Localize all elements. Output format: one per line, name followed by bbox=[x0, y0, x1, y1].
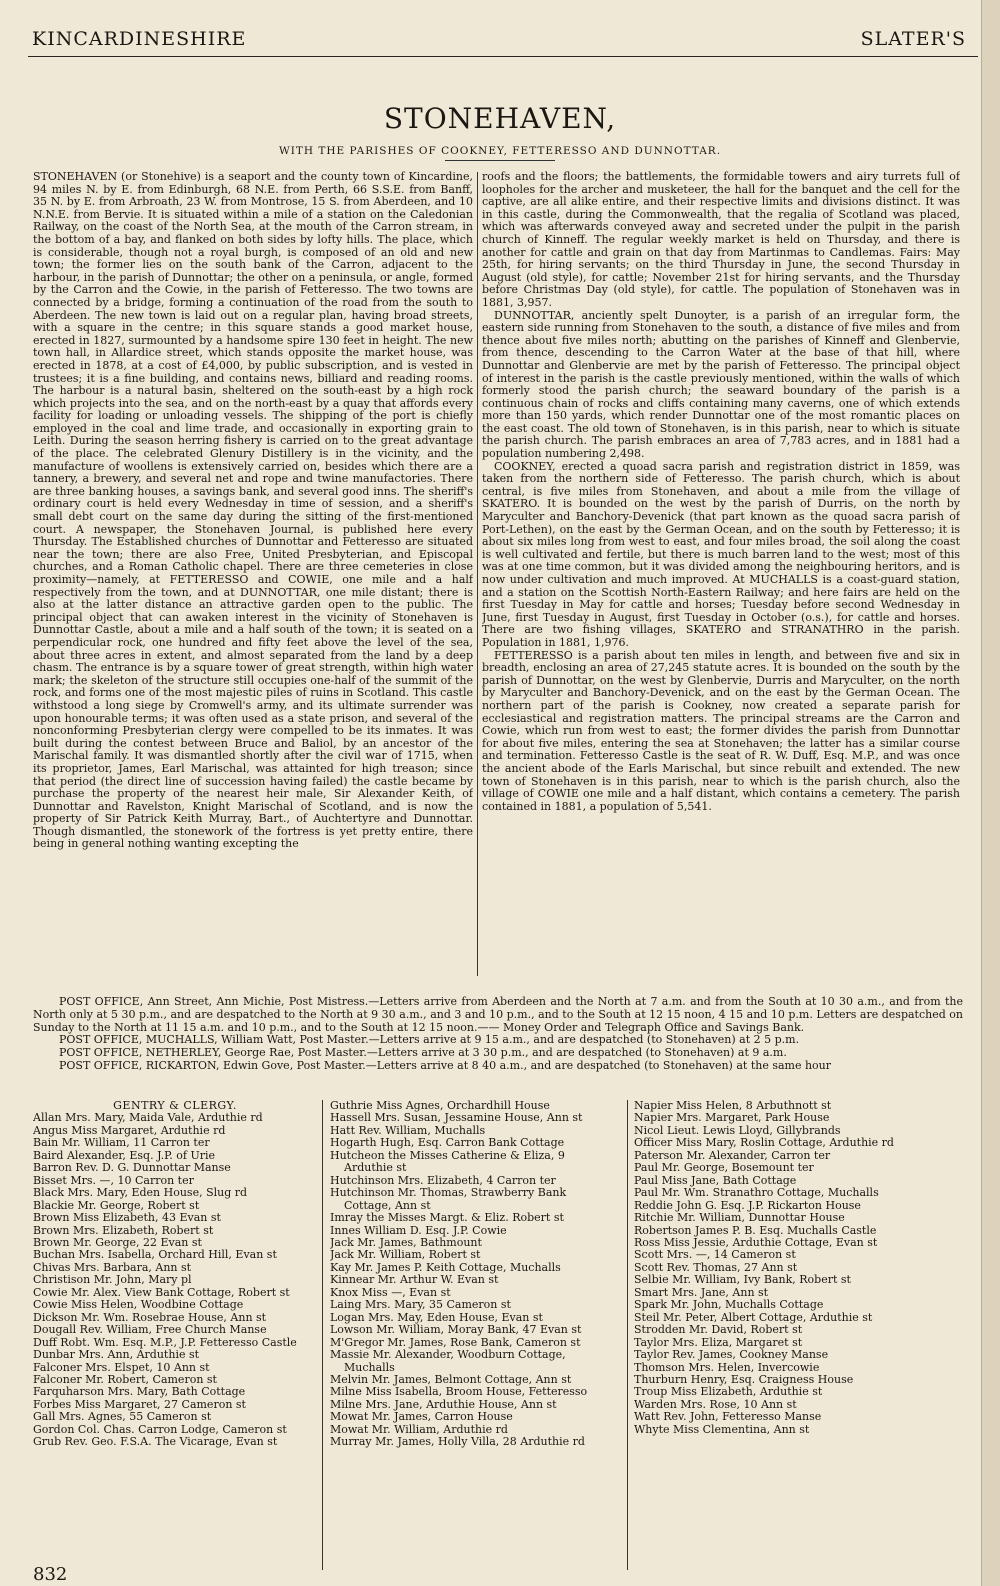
directory-entry: Mowat Mr. William, Arduthie rd bbox=[330, 1422, 508, 1436]
description-column-right bbox=[482, 171, 960, 991]
directory-entry: Whyte Miss Clementina, Ann st bbox=[634, 1422, 810, 1436]
directory-entry: Hogarth Hugh, Esq. Carron Bank Cottage bbox=[330, 1136, 565, 1150]
directory-entry: Imray the Misses Margt. & Eliz. Robert st bbox=[330, 1211, 564, 1225]
directory-entry: Blackie Mr. George, Robert st bbox=[33, 1198, 200, 1212]
directory-entry: Paterson Mr. Alexander, Carron ter bbox=[634, 1148, 831, 1162]
directory-entry: Paul Miss Jane, Bath Cottage bbox=[634, 1173, 797, 1187]
directory-entry: Napier Miss Helen, 8 Arbuthnott st bbox=[634, 1100, 832, 1112]
directory-entry: Barron Rev. D. G. Dunnottar Manse bbox=[33, 1161, 231, 1175]
directory-entry: Milne Miss Isabella, Broom House, Fetteresso bbox=[330, 1385, 588, 1399]
directory-entry: Thurburn Henry, Esq. Craigness House bbox=[634, 1372, 854, 1386]
description-paragraph: STONEHAVEN (or Stonehive) is a seaport and the county town of Kincardine, 94 miles N. by E. from Edinburgh, 68 N.E. from Perth, 66 S.S.E. from Banff, 35 N. by E. from Arbroath, 23 W. from Montrose, 15 S. from Aberdeen, and 10 N.N.E. from Bervie. It is situated within a mile of a station on the Caledonian Railway, on the coast of the North Sea, at the mouth of the Carron stream, in the bottom of a bay, and flanked on both sides by lofty hills. The place, which is considerable, though not a royal burgh, is composed of an old and new town; the former lies on the south bank of the Carron, adjacent to the harbour, in the parish of Dunnottar; the other on a peninsula, or angle, formed by the Carron and the Cowie, in the parish of Fetteresso. The two towns are connected by a bridge, forming a continuation of the road from the south to Aberdeen. The new town is laid out on a regular plan, having broad streets, with a square in the centre; in this square stands a good market house, erected in 1827, surmounted by a handsome spire 130 feet in height. The new town hall, in Allardice street, which stands opposite the market house, was erected in 1878, at a cost of £4,000, by public subscription, and is vested in trustees; it is a fine building, and contains news, billiard and reading rooms. The harbour is a natural basin, sheltered on the south-east by a high rock which projects into the sea, and on the north-east by a quay that affords every facility for loading or unloading vessels. The shipping of the port is chiefly employed in the coal and lime trade, and occasionally in exporting grain to Leith. During the season herring fishery is carried on to the great advantage of the place. The celebrated Glenury Distillery is in the vicinity, and the manufacture of woollens is extensively carried on, besides which there are a tannery, a brewery, and several net and rope and twine manufactories. There are three banking houses, a savings bank, and several good inns. The sheriff's ordinary court is held every Wednesday in time of session, and a sheriff's small debt court on the same day during the sitting of the first-mentioned court. A newspaper, the Stonehaven Journal, is published here every Thursday. The Established churches of Dunnottar and Fetteresso are situated near the town; there are also Free, United Presbyterian, and Episcopal churches, and a Roman Catholic chapel. There are three cemeteries in close proximity—namely, at FETTERESSO and COWIE, one mile and a half respectively from the town, and at DUNNOTTAR, one mile distant; there is also at the latter distance an attractive garden open to the public. The principal object that can awaken interest in the vicinity of Stonehaven is Dunnottar Castle, about a mile and a half south of the town; it is seated on a perpendicular rock, one hundred and fifty feet above the level of the sea, about three acres in extent, and almost separated from the land by a deep chasm. The entrance is by a square tower of great strength, within high water mark; the skeleton of the structure still occupies one-half of the summit of the rock, and forms one of the most majestic piles of ruins in Scotland. This castle withstood a long siege by Cromwell's army, and its ultimate surrender was upon honourable terms; it was often used as a state prison, and several of the nonconforming Presbyterian clergy were compelled to be its inmates. It was built during the contest between Bruce and Baliol, by an ancestor of the Marischal family. It was dismantled shortly after the civil war of 1715, when its proprietor, James, Earl Marischal, was attainted for high treason; since that period (the direct line of succession having failed) the castle became by purchase the property of the nearest heir male, Sir Alexander Keith, of Dunnottar and Ravelston, Knight Marischal of Scotland, and is now the property of Sir Patrick Keith Murray, Bart., of Auchtertyre and Dunnottar. Though dismantled, the stonework of the fortress is yet pretty entire, there being in general nothing wanting excepting the bbox=[33, 171, 473, 851]
directory-entry: Hatt Rev. William, Muchalls bbox=[330, 1123, 486, 1137]
directory-entry: Reddie John G. Esq. J.P. Rickarton House bbox=[634, 1198, 861, 1212]
directory-entry: Bisset Mrs. —, 10 Carron ter bbox=[33, 1173, 194, 1187]
directory-entry: Murray Mr. James, Holly Villa, 28 Arduthie rd bbox=[330, 1435, 585, 1449]
directory-entry: Angus Miss Margaret, Arduthie rd bbox=[33, 1123, 226, 1137]
description-paragraph: COOKNEY, erected a quoad sacra parish and registration district in 1859, was taken from the northern side of Fetteresso. The parish church, which is about central, is five miles from Stonehaven, and about a mile from the village of SKATERO. It is bounded on the west by the parish of Durris, on the north by Maryculter and Banchory-Devenick (that part known as the quoad sacra parish of Port-Lethen), on the east by the German Ocean, and on the south by Fetteresso; it is about six miles long from west to east, and four miles broad, the soil along the coast is well cultivated and fertile, but there is much barren land to the west; most of this was at one time common, but it was divided among the neighbouring heritors, and is now under cultivation and much improved. At MUCHALLS is a coast-guard station, and a station on the Scottish North-Eastern Railway; and here fairs are held on the first Tuesday in May for cattle and horses; Tuesday before second Wednesday in June, first Tuesday in August, first Tuesday in October (o.s.), for cattle and horses. There are two fishing villages, SKATERO and STRANATHRO in the parish. Population in 1881, 1,976. bbox=[482, 459, 960, 649]
directory-entry: Hassell Mrs. Susan, Jessamine House, Ann st bbox=[330, 1111, 583, 1125]
directory-entry: Buchan Mrs. Isabella, Orchard Hill, Evan st bbox=[33, 1248, 277, 1262]
directory-entry: Innes William D. Esq. J.P. Cowie bbox=[330, 1223, 507, 1237]
directory-entry: Hutchinson Mrs. Elizabeth, 4 Carron ter bbox=[330, 1173, 556, 1187]
directory-entry: Baird Alexander, Esq. J.P. of Urie bbox=[33, 1148, 216, 1162]
directory-entry: Napier Mrs. Margaret, Park House bbox=[634, 1111, 830, 1125]
directory-column-3 bbox=[634, 1100, 964, 1570]
county-heading: KINCARDINESHIRE bbox=[32, 28, 247, 50]
page-subtitle: WITH THE PARISHES OF COOKNEY, FETTERESSO AND DUNNOTTAR. bbox=[278, 145, 722, 157]
directory-entry: Hutcheon the Misses Catherine & Eliza, 9 bbox=[330, 1148, 565, 1162]
directory-column-1 bbox=[33, 1100, 317, 1570]
directory-entry: Arduthie st bbox=[344, 1161, 407, 1175]
directory-entry: Paul Mr. George, Bosemount ter bbox=[634, 1161, 814, 1175]
directory-entry: Forbes Miss Margaret, 27 Cameron st bbox=[33, 1397, 246, 1411]
directory-entry: Kinnear Mr. Arthur W. Evan st bbox=[330, 1273, 499, 1287]
description-paragraph: roofs and the floors; the battlements, the formidable towers and airy turrets full of loopholes for the archer and musketeer, the hall for the banquet and the cell for the captive, are all alike entire, and their respective limits and divisions distinct. It was in this castle, during the Commonwealth, that the regalia of Scotland was placed, which was afterwards conveyed away and secreted under the pulpit in the parish church of Kinneff. The regular weekly market is held on Thursday, and there is another for cattle and grain on that day from Martinmas to Candlemas. Fairs: May 25th, for hiring servants; on the third Thursday in June, the second Thursday in August (old style), for cattle; November 21st for hiring servants, and the Thursday before Christmas Day (old style), for cattle. The population of Stonehaven was in 1881, 3,957. bbox=[482, 171, 960, 309]
directory-entry: Hutchinson Mr. Thomas, Strawberry Bank bbox=[330, 1186, 567, 1200]
directory-entry: Paul Mr. Wm. Stranathro Cottage, Muchalls bbox=[634, 1186, 879, 1200]
directory-entry: Warden Mrs. Rose, 10 Ann st bbox=[634, 1397, 797, 1411]
directory-entry: Smart Mrs. Jane, Ann st bbox=[634, 1285, 769, 1299]
directory-entry: Chivas Mrs. Barbara, Ann st bbox=[33, 1260, 192, 1274]
directory-column-2 bbox=[330, 1100, 622, 1570]
directory-entry: Troup Miss Elizabeth, Arduthie st bbox=[634, 1385, 823, 1399]
directory-entry: Ritchie Mr. William, Dunnottar House bbox=[634, 1211, 845, 1225]
directory-entry: Taylor Rev. James, Cookney Manse bbox=[634, 1348, 829, 1362]
directory-entry: Duff Robt. Wm. Esq. M.P., J.P. Fetteresso Castle bbox=[33, 1335, 297, 1349]
page-title: STONEHAVEN, bbox=[383, 102, 617, 135]
directory-entry: Steil Mr. Peter, Albert Cottage, Arduthie st bbox=[634, 1310, 873, 1324]
directory-entry: Dougall Rev. William, Free Church Manse bbox=[33, 1323, 267, 1337]
directory-entry: Gall Mrs. Agnes, 55 Cameron st bbox=[33, 1410, 212, 1424]
directory-entry: Strodden Mr. David, Robert st bbox=[634, 1323, 803, 1337]
directory-entry: Watt Rev. John, Fetteresso Manse bbox=[634, 1410, 822, 1424]
directory-entry: Ross Miss Jessie, Arduthie Cottage, Evan st bbox=[634, 1235, 878, 1249]
directory-entry: Robertson James P. B. Esq. Muchalls Castle bbox=[634, 1223, 877, 1237]
directory-entry: Gordon Col. Chas. Carron Lodge, Cameron st bbox=[33, 1422, 287, 1436]
directory-entry: Dickson Mr. Wm. Rosebrae House, Ann st bbox=[33, 1310, 267, 1324]
directory-entry: Scott Mrs. —, 14 Cameron st bbox=[634, 1248, 796, 1262]
directory-entry: Guthrie Miss Agnes, Orchardhill House bbox=[330, 1100, 550, 1112]
directory-entry: Muchalls bbox=[344, 1360, 395, 1374]
description-paragraph: FETTERESSO is a parish about ten miles in length, and between five and six in breadth, enclosing an area of 27,245 statute acres. It is bounded on the south by the parish of Dunnottar, on the west by Glenbervie, Durris and Maryculter, on the north by Maryculter and Banchory-Devenick, and on the east by the German Ocean. The northern part of the parish is Cookney, now created a separate parish for ecclesiastical and registration matters. The principal streams are the Carron and Cowie, which run from west to east; the former divides the parish from Dunnottar for about five miles, entering the sea at Stonehaven; the latter has a similar course and termination. Fetteresso Castle is the seat of R. W. Duff, Esq. M.P., and was once the ancient abode of the Earls Marischal, but since rebuilt and extended. The new town of Stonehaven is in this parish, near to which is the parish church, also the village of COWIE one mile and a half distant, which contains a cemetery. The parish contained in 1881, a population of 5,541. bbox=[482, 648, 960, 813]
directory-heading: GENTRY & CLERGY. bbox=[113, 1100, 237, 1112]
directory-entry: Allan Mrs. Mary, Maida Vale, Arduthie rd bbox=[33, 1111, 263, 1125]
directory-divider bbox=[627, 1100, 628, 1570]
page-edge bbox=[981, 0, 1000, 1586]
directory-entry: Dunbar Mrs. Ann, Arduthie st bbox=[33, 1348, 200, 1362]
description-column-left bbox=[33, 171, 473, 991]
directory-entry: Kay Mr. James P. Keith Cottage, Muchalls bbox=[330, 1260, 561, 1274]
directory-entry: Nicol Lieut. Lewis Lloyd, Gillybrands bbox=[634, 1123, 841, 1137]
directory-entry: Farquharson Mrs. Mary, Bath Cottage bbox=[33, 1385, 246, 1399]
directory-entry: Brown Mrs. Elizabeth, Robert st bbox=[33, 1223, 214, 1237]
page-number: 832 bbox=[33, 1564, 68, 1585]
directory-entry: Logan Mrs. May, Eden House, Evan st bbox=[330, 1310, 543, 1324]
post-office-entry: POST OFFICE, MUCHALLS, William Watt, Post Master.—Letters arrive at 9 15 a.m., and are despatched (to Stonehaven) at 2 5 p.m. bbox=[59, 1033, 800, 1047]
column-divider bbox=[477, 172, 478, 976]
directory-entry: Melvin Mr. James, Belmont Cottage, Ann st bbox=[330, 1372, 572, 1386]
directory-entry: M'Gregor Mr. James, Rose Bank, Cameron st bbox=[330, 1335, 581, 1349]
directory-entry: Falconer Mr. Robert, Cameron st bbox=[33, 1372, 217, 1386]
post-office-entry: POST OFFICE, RICKARTON, Edwin Gove, Post Master.—Letters arrive at 8 40 a.m., and are despatched (to Stonehaven) at the same hour bbox=[59, 1058, 832, 1072]
running-header bbox=[28, 24, 978, 57]
directory-entry: Laing Mrs. Mary, 35 Cameron st bbox=[330, 1298, 511, 1312]
post-office-entry: POST OFFICE, NETHERLEY, George Rae, Post Master.—Letters arrive at 3 30 p.m., and are despatched (to Stonehaven) at 9 a.m. bbox=[59, 1046, 787, 1060]
directory-entry: Falconer Mrs. Elspet, 10 Ann st bbox=[33, 1360, 210, 1374]
directory-entry: Bain Mr. William, 11 Carron ter bbox=[33, 1136, 210, 1150]
directory-entry: Lowson Mr. William, Moray Bank, 47 Evan st bbox=[330, 1323, 582, 1337]
directory-entry: Milne Mrs. Jane, Arduthie House, Ann st bbox=[330, 1397, 557, 1411]
description-paragraph: DUNNOTTAR, anciently spelt Dunoyter, is a parish of an irregular form, the eastern side running from Stonehaven to the south, a distance of five miles and from thence about five miles north; abutting on the parishes of Kinneff and Glenbervie, from thence, descending to the Carron Water at the base of that hill, where Dunnottar and Glenbervie are met by the parish of Fetteresso. The principal object of interest in the parish is the castle previously mentioned, within the walls of which formerly stood the parish church; the seaward boundary of the parish is a continuous chain of rocks and cliffs containing many caverns, one of which extends more than 150 yards, which render Dunnottar one of the most romantic places on the east coast. The old town of Stonehaven, is in this parish, near to which is situate the parish church. The parish embraces an area of 7,783 acres, and in 1881 had a population numbering 2,498. bbox=[482, 308, 960, 461]
post-office-entry: POST OFFICE, Ann Street, Ann Michie, Post Mistress.—Letters arrive from Aberdeen and the North at 7 a.m. and from the South at 10 30 a.m., and from the North only at 5 30 p.m., and are despatched to the North at 9 30 a.m., and 3 and 10 p.m., and to the South at 12 15 noon, 4 15 and 10 p.m. Letters are despatched on Sunday to the North at 11 15 a.m. and 10 p.m., and to the South at 12 15 noon.—— Money Order and Telegraph Office and Savings Bank. bbox=[33, 995, 963, 1034]
directory-entry: Spark Mr. John, Muchalls Cottage bbox=[634, 1298, 824, 1312]
directory-entry: Officer Miss Mary, Roslin Cottage, Arduthie rd bbox=[634, 1136, 894, 1150]
directory-entry: Grub Rev. Geo. F.S.A. The Vicarage, Evan st bbox=[33, 1435, 278, 1449]
directory-entry: Cowie Mr. Alex. View Bank Cottage, Robert st bbox=[33, 1285, 290, 1299]
directory-entry: Cottage, Ann st bbox=[344, 1198, 431, 1212]
directory-entry: Scott Rev. Thomas, 27 Ann st bbox=[634, 1260, 798, 1274]
directory-entry: Selbie Mr. William, Ivy Bank, Robert st bbox=[634, 1273, 851, 1287]
directory-entry: Cowie Miss Helen, Woodbine Cottage bbox=[33, 1298, 244, 1312]
directory-entry: Black Mrs. Mary, Eden House, Slug rd bbox=[33, 1186, 248, 1200]
directory-entry: Brown Mr. George, 22 Evan st bbox=[33, 1235, 202, 1249]
title-rule bbox=[445, 160, 555, 161]
directory-divider bbox=[322, 1100, 323, 1570]
directory-entry: Massie Mr. Alexander, Woodburn Cottage, bbox=[330, 1348, 566, 1362]
directory-entry: Brown Miss Elizabeth, 43 Evan st bbox=[33, 1211, 221, 1225]
directory-entry: Mowat Mr. James, Carron House bbox=[330, 1410, 513, 1424]
publisher-heading: SLATER'S bbox=[860, 28, 966, 50]
directory-entry: Christison Mr. John, Mary pl bbox=[33, 1273, 192, 1287]
directory-entry: Jack Mr. William, Robert st bbox=[330, 1248, 481, 1262]
directory-entry: Thomson Mrs. Helen, Invercowie bbox=[634, 1360, 820, 1374]
directory-entry: Taylor Mrs. Eliza, Margaret st bbox=[634, 1335, 803, 1349]
directory-entry: Jack Mr. James, Bathmount bbox=[330, 1235, 482, 1249]
post-office-section bbox=[33, 996, 963, 1073]
directory-entry: Knox Miss —, Evan st bbox=[330, 1285, 451, 1299]
